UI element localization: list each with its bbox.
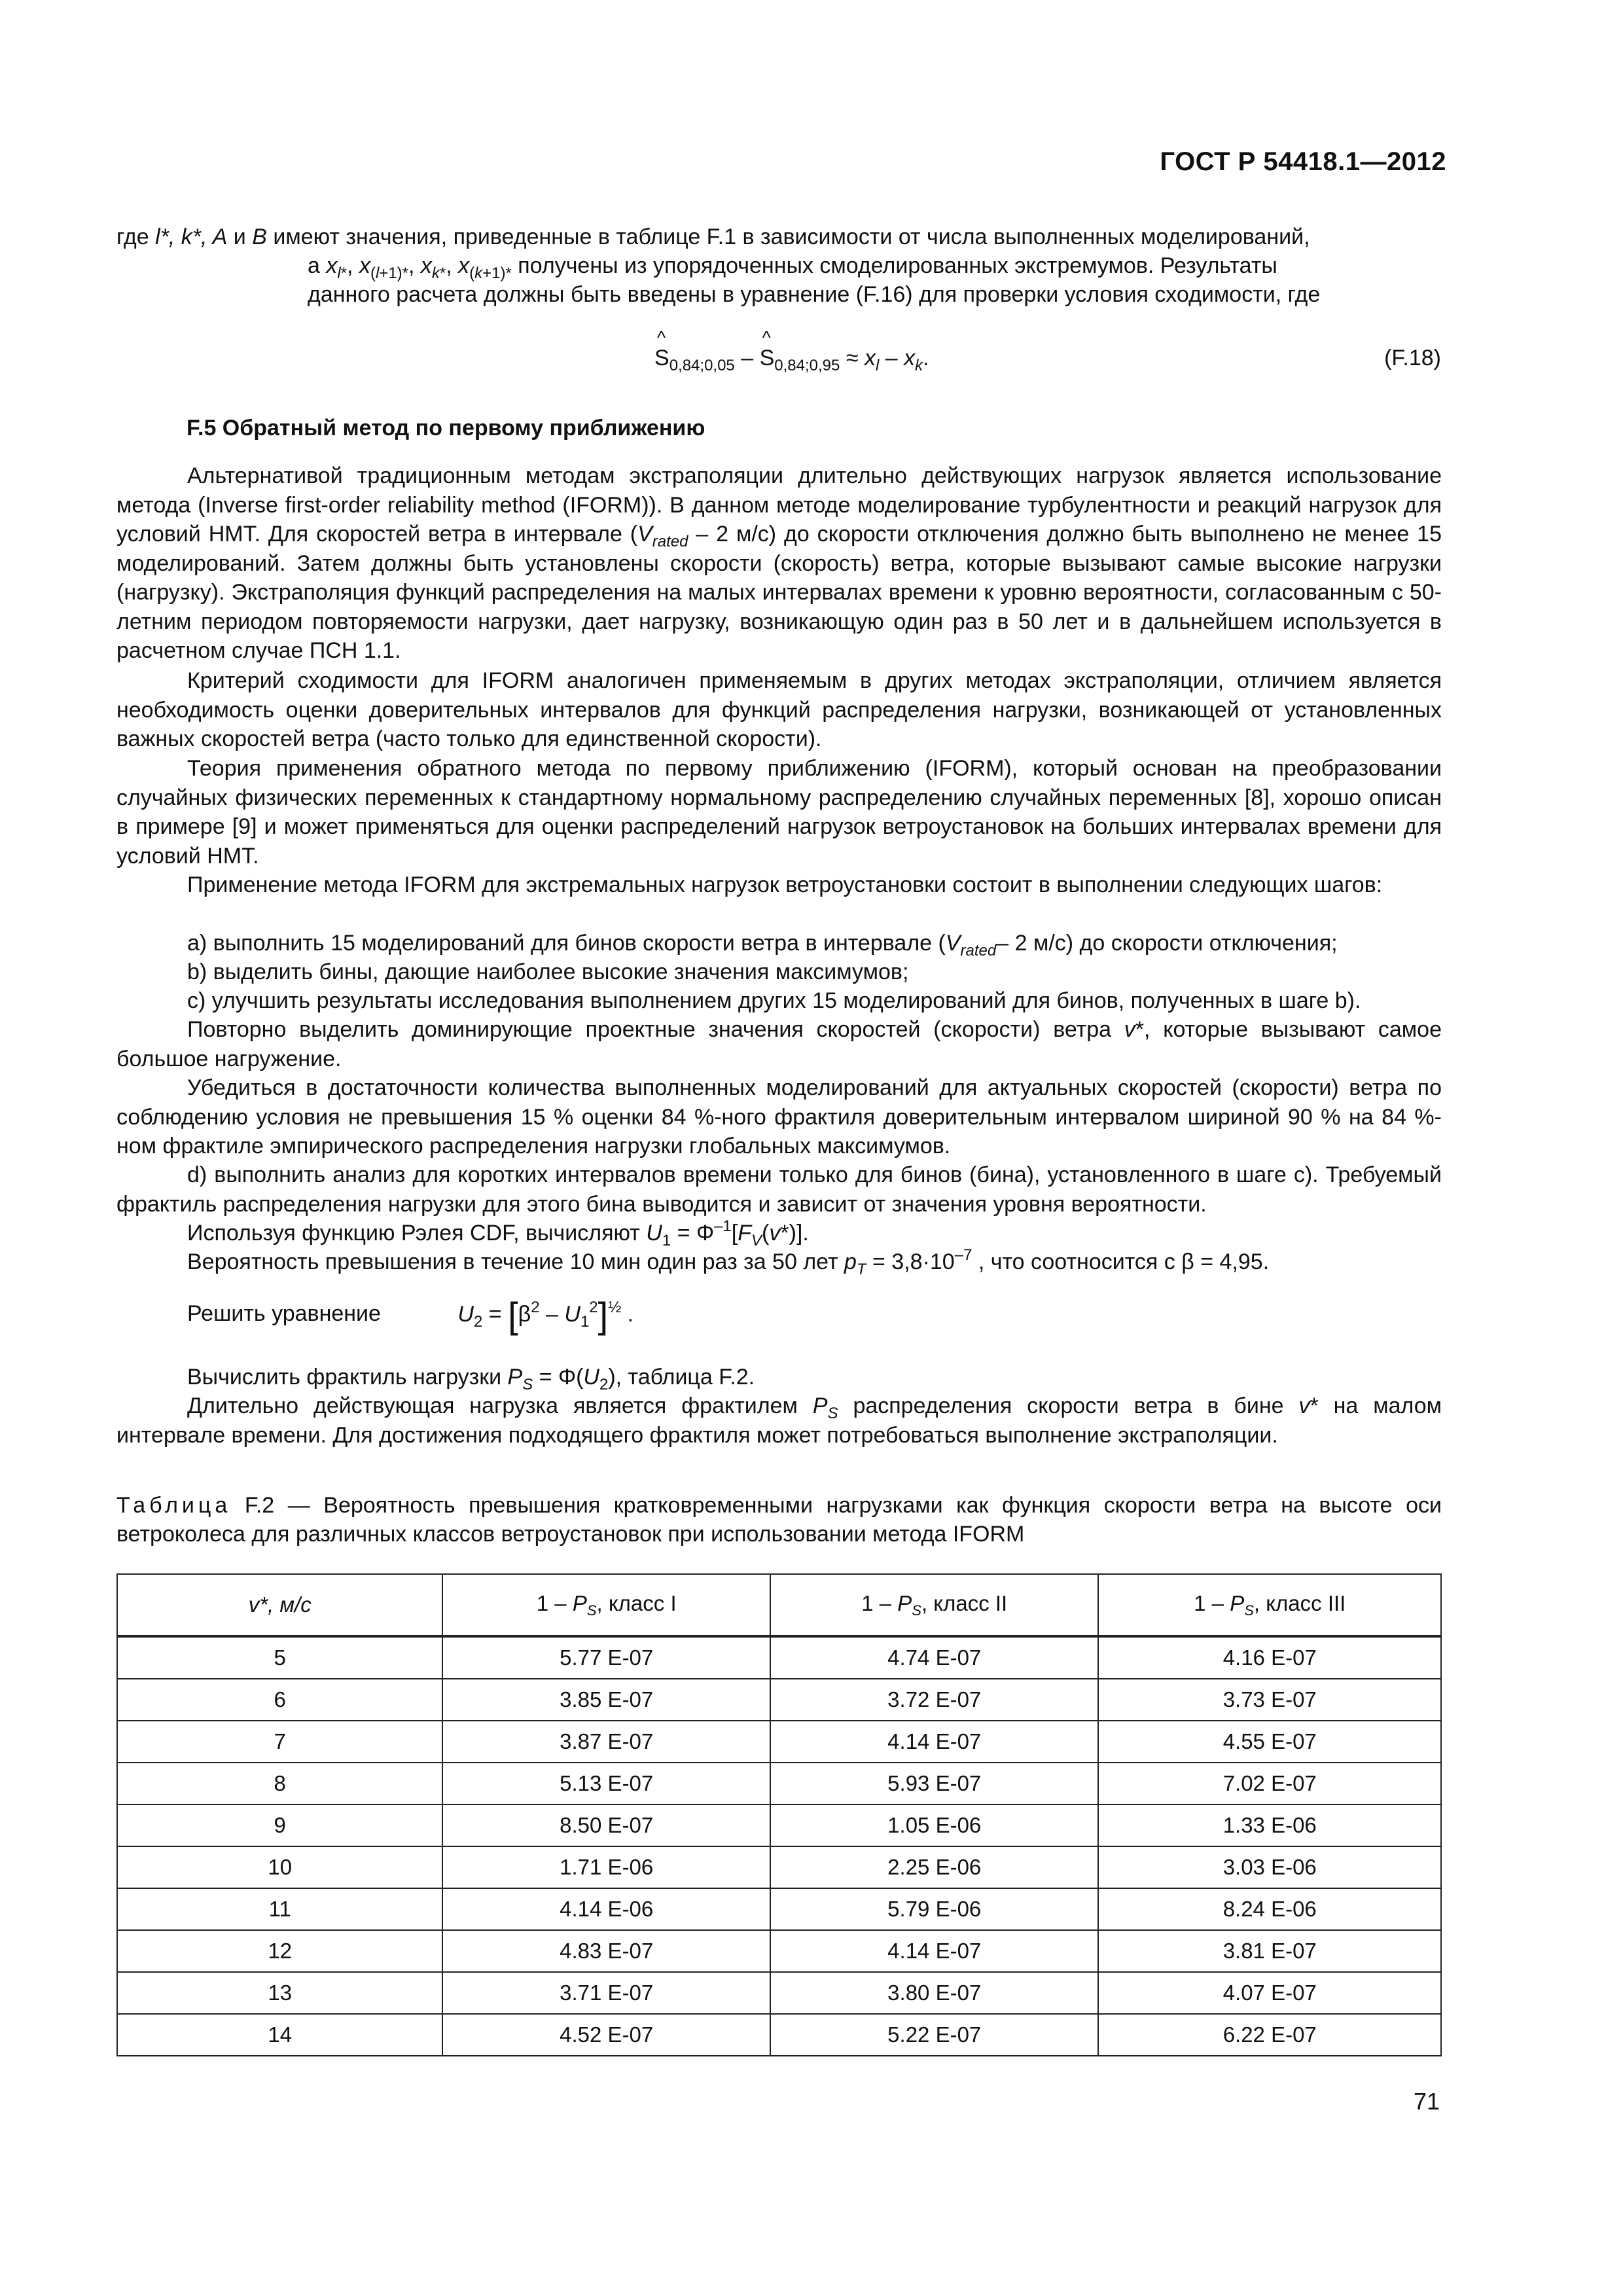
- paragraph-10: Вычислить фрактиль нагрузки $P_S = \Phi(U_2)$, таблица F.2.: [187, 1365, 755, 1393]
- paragraph-7: Используя функцию Рэлея CDF, вычисляют $U_1 = \Phi^{-1}[F_V(v*)]$.: [187, 1217, 809, 1249]
- intro-line-1: где l*, k*, A и B имеют значения, приведенные в таблице F.1 в зависимости от числа выполненных моделирований,: [116, 224, 1310, 249]
- paragraph-1: Альтернативой традиционным методам экстраполяции длительно действующих нагрузок является использование метода (Inverse first-order reliability method (IFORM)). В данном методе моделирование турбулентности и реакций нагрузок для условий НМТ. Для скоростей ветра в интервале ($V_{rated} - 2$ м/с) до скорости отключения должно быть выполнено не менее 15 моделирований. Затем должны быть установлены скорости (скорость) ветра, которые вызывают самые высокие нагрузки (нагрузку). Экстраполяция функций распределения на малых интервалах времени к уровню вероятности, согласованным с 50-летним периодом повторяемости нагрузки, дает нагрузку, возникающую один раз в 50 лет и в дальнейшем используется в расчетном случае ПСН 1.1.: [116, 463, 1442, 663]
- table-cell: 4.16 E-07: [1098, 1636, 1441, 1679]
- intro-line-2: а $x_{l*}$, $x_{(l+1)*}$, $x_{k*}$, $x_{(k+1)*}$ получены из упорядоченных смоделированных экстремумов. Результаты: [308, 253, 1277, 282]
- table-cell: 5: [117, 1636, 442, 1679]
- table-cell: 4.74 E-07: [770, 1636, 1099, 1679]
- table-cell: 8.24 E-06: [1098, 1888, 1441, 1930]
- table-row: [117, 1636, 1441, 1679]
- table-cell: 3.80 E-07: [770, 1972, 1099, 2014]
- table-body: [117, 1636, 1441, 2056]
- table-cell: 6.22 E-07: [1098, 2014, 1441, 2056]
- table-cell: 7: [117, 1721, 442, 1763]
- table-row: [117, 1846, 1441, 1888]
- paragraph-11: Длительно действующая нагрузка является фрактилем $P_S$ распределения скорости ветра в бине v* на малом интервале времени. Для достижения подходящего фрактиля может потребоваться выполнение экстраполяции.: [116, 1393, 1442, 1448]
- section-heading: F.5 Обратный метод по первому приближению: [187, 416, 705, 440]
- table-cell: 3.72 E-07: [770, 1679, 1099, 1721]
- step-c: c) улучшить результаты исследования выполнением других 15 моделирований для бинов, полученных в шаге b).: [187, 988, 1361, 1013]
- table-cell: 1.05 E-06: [770, 1804, 1099, 1846]
- paragraph-2: Критерий сходимости для IFORM аналогичен применяемым в других методах экстраполяции, отличием является необходимость оценки доверительных интервалов для функций распределения нагрузки, возникающей от установленных важных скоростей ветра (часто только для единственной скорости).: [116, 668, 1442, 751]
- table-cell: 11: [117, 1888, 442, 1930]
- table-cell: 5.93 E-07: [770, 1763, 1099, 1804]
- table-cell: 1.33 E-06: [1098, 1804, 1441, 1846]
- step-a: a) выполнить 15 моделирований для бинов скорости ветра в интервале ($V_{rated}-$ 2 м/с) до скорости отключения;: [187, 931, 1338, 960]
- table-header-row: [117, 1574, 1441, 1636]
- table-cell: 4.52 E-07: [442, 2014, 770, 2056]
- equation-f18: ^ $S_{0,84;0,05}$ – ^ $S_{0,84;0,95} \approx x_l - x_k$.: [654, 346, 929, 375]
- paragraph-9: Решить уравнение $U_2 = [\beta^2 - U_1^2]^{\frac{1}{2}}$ .: [187, 1294, 634, 1336]
- table-cell: 12: [117, 1930, 442, 1972]
- table-cell: 3.73 E-07: [1098, 1679, 1441, 1721]
- intro-line-3: данного расчета должны быть введены в уравнение (F.16) для проверки условия сходимости, где: [308, 282, 1321, 307]
- table-cell: 14: [117, 2014, 442, 2056]
- table-caption: Таблица F.2 — Вероятность превышения кратковременными нагрузками как функция скорости ветра на высоте оси ветроколеса для различных классов ветроустановок при использовании метода IFORM: [116, 1493, 1442, 1547]
- table-cell: 2.25 E-06: [770, 1846, 1099, 1888]
- table-cell: 5.22 E-07: [770, 2014, 1099, 2056]
- table-cell: 3.87 E-07: [442, 1721, 770, 1763]
- table-cell: 4.07 E-07: [1098, 1972, 1441, 2014]
- document-header: ГОСТ Р 54418.1—2012: [1160, 147, 1446, 176]
- table-row: [117, 2014, 1441, 2056]
- table-cell: 7.02 E-07: [1098, 1763, 1441, 1804]
- table-row: [117, 1930, 1441, 1972]
- table-cell: 6: [117, 1679, 442, 1721]
- table-cell: 8: [117, 1763, 442, 1804]
- table-cell: 1.71 E-06: [442, 1846, 770, 1888]
- paragraph-4: Применение метода IFORM для экстремальных нагрузок ветроустановки состоит в выполнении следующих шагов:: [187, 872, 1383, 897]
- formula-u2: $U_2 = [\beta^2 - U_1^2]^{\frac{1}{2}}$ .: [457, 1294, 634, 1336]
- table-row: [117, 1763, 1441, 1804]
- header-wind-speed: v*, м/с: [117, 1574, 442, 1636]
- table-cell: 8.50 E-07: [442, 1804, 770, 1846]
- probability-table: [116, 1573, 1442, 2056]
- table-cell: 9: [117, 1804, 442, 1846]
- paragraph-6: Убедиться в достаточности количества выполненных моделирований для актуальных скоростей (скорости) ветра по соблюдению условия не превышения 15 % оценки 84 %-ного фрактиля доверительным интервалом шириной 90 % на 84 %-ном фрактиле эмпирического распределения нагрузки глобальных максимумов.: [116, 1075, 1442, 1158]
- table-cell: 3.03 E-06: [1098, 1846, 1441, 1888]
- table-cell: 4.55 E-07: [1098, 1721, 1441, 1763]
- table-row: [117, 1888, 1441, 1930]
- table-cell: 13: [117, 1972, 442, 2014]
- table-cell: 10: [117, 1846, 442, 1888]
- equation-number: (F.18): [1384, 346, 1441, 370]
- table-cell: 5.79 E-06: [770, 1888, 1099, 1930]
- paragraph-5: Повторно выделить доминирующие проектные значения скоростей (скорости) ветра v*, которые вызывают самое большое нагружение.: [116, 1017, 1442, 1071]
- header-class-3: $1 - P_S$, класс III: [1098, 1574, 1441, 1636]
- table-row: [117, 1721, 1441, 1763]
- table-row: [117, 1804, 1441, 1846]
- table-cell: 5.13 E-07: [442, 1763, 770, 1804]
- header-class-2: $1 - P_S$, класс II: [770, 1574, 1099, 1636]
- step-b: b) выделить бины, дающие наиболее высокие значения максимумов;: [187, 960, 909, 984]
- table-cell: 5.77 E-07: [442, 1636, 770, 1679]
- table-cell: 3.85 E-07: [442, 1679, 770, 1721]
- paragraph-3: Теория применения обратного метода по первому приближению (IFORM), который основан на преобразовании случайных физических переменных к стандартному нормальному распределению случайных переменных [8], хорошо описан в примере [9] и может применяться для оценки распределений нагрузок ветроустановок на больших интервалах времени для условий НМТ.: [116, 756, 1442, 869]
- table-cell: 4.83 E-07: [442, 1930, 770, 1972]
- table-cell: 4.14 E-06: [442, 1888, 770, 1930]
- table-cell: 3.81 E-07: [1098, 1930, 1441, 1972]
- paragraph-8: Вероятность превышения в течение 10 мин один раз за 50 лет $p_T = 3,8\cdot 10^{-7}$ , что соотносится с β = 4,95.: [187, 1246, 1270, 1278]
- table-cell: 4.14 E-07: [770, 1930, 1099, 1972]
- table-row: [117, 1972, 1441, 2014]
- page-number: 71: [1413, 2088, 1440, 2115]
- step-d: d) выполнить анализ для коротких интервалов времени только для бинов (бина), установленного в шаге c). Требуемый фрактиль распределения нагрузки для этого бина выводится и зависит от значения уровня вероятности.: [116, 1162, 1442, 1217]
- header-class-1: $1 - P_S$, класс I: [442, 1574, 770, 1636]
- table-cell: 3.71 E-07: [442, 1972, 770, 2014]
- table-cell: 4.14 E-07: [770, 1721, 1099, 1763]
- table-row: [117, 1679, 1441, 1721]
